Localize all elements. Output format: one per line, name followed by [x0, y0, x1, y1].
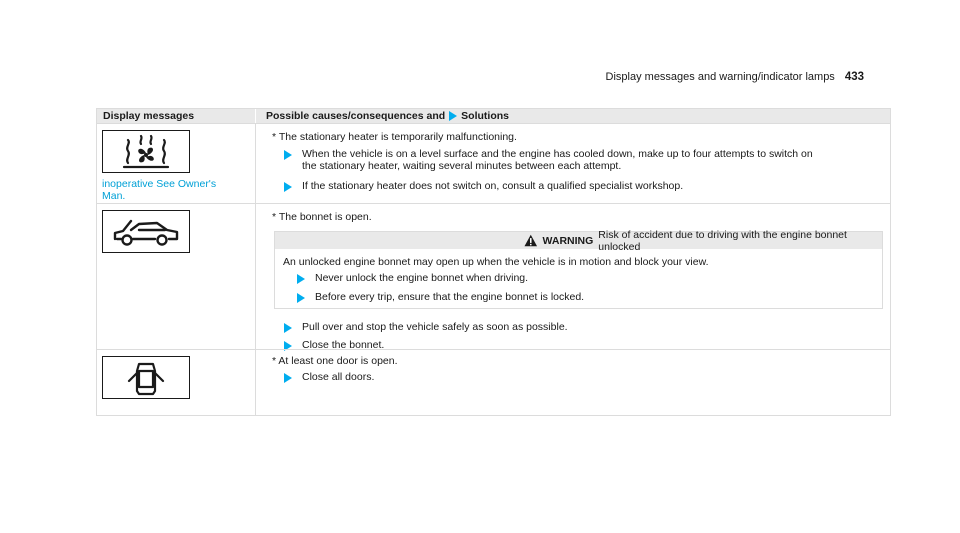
warning-header [275, 228, 882, 253]
bonnet-open-icon [109, 215, 183, 249]
warning-label: WARNING [542, 234, 594, 247]
page-header [606, 71, 864, 83]
solution-step: Pull over and stop the vehicle safely as soon as possible. [284, 322, 568, 334]
arrow-icon [284, 150, 292, 160]
solution-step: If the stationary heater does not switch on, consult a qualified specialist workshop. [284, 181, 683, 193]
arrow-icon [284, 182, 292, 192]
table-row [97, 123, 890, 204]
arrow-icon [297, 293, 305, 303]
table-header [97, 109, 890, 123]
warning-step: Before every trip, ensure that the engine bonnet is locked. [297, 292, 584, 304]
cause-text: * At least one door is open. [272, 355, 398, 367]
arrow-icon [284, 373, 292, 383]
arrow-icon [297, 274, 305, 284]
arrow-icon [449, 111, 457, 121]
solution-step: Close the bonnet. [284, 340, 384, 352]
table-row [97, 349, 890, 416]
stationary-heater-icon [114, 133, 178, 171]
display-messages-table [96, 108, 891, 416]
arrow-icon [284, 323, 292, 333]
page-number: 433 [844, 71, 864, 83]
warning-triangle-icon [524, 234, 538, 247]
column-header-display-messages: Display messages [97, 109, 256, 123]
warning-box [274, 228, 883, 309]
door-open-icon [126, 359, 166, 397]
message-display [102, 356, 190, 399]
warning-step: Never unlock the engine bonnet when driving. [297, 273, 528, 285]
message-caption: inoperative See Owner's Man. [102, 178, 217, 202]
solution-step: Close all doors. [284, 372, 374, 384]
message-display [102, 210, 190, 253]
solution-step: When the vehicle is on a level surface and the engine has cooled down, make up to four attempts to switch on the stationary heater, waiting several minutes between each attempt. [284, 149, 813, 172]
table-row [97, 203, 890, 350]
message-display [102, 130, 190, 173]
section-title: Display messages and warning/indicator lamps [605, 71, 835, 83]
cause-text: * The bonnet is open. [272, 211, 372, 223]
warning-title: Risk of accident due to driving with the engine bonnet unlocked [598, 228, 847, 253]
column-header-causes: Possible causes/consequences and Solutions [266, 110, 510, 122]
cause-text: * The stationary heater is temporarily malfunctioning. [272, 131, 517, 143]
warning-text: An unlocked engine bonnet may open up when the vehicle is in motion and block your view. [283, 256, 709, 268]
